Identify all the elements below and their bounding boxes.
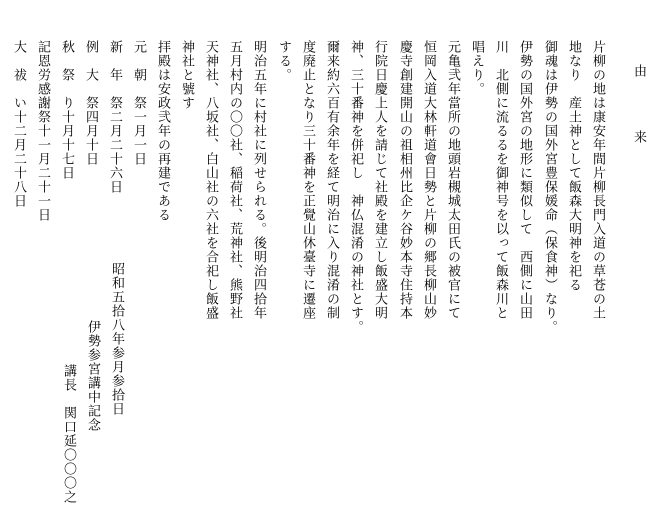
body-line: 片柳の地は康安年間片柳長門入道の草苍の土: [590, 40, 605, 320]
body-line: 御魂は伊勢の国外宮豊保媛命（保食神）なり。: [542, 40, 557, 334]
body-line: 恒岡入道大林軒道會日勢と片柳の郷長柳山妙: [421, 40, 436, 320]
body-line: 慶寺創建開山の祖相州比企ケ谷妙本寺住持本: [397, 40, 412, 320]
signature-date: 昭和五拾八年参月参拾日: [109, 262, 124, 416]
body-line: 元亀弐年當所の地頭岩槻城太田氏の被官にて: [445, 40, 460, 320]
body-line: 天神社、八坂社、白山社の六社を合祀し飯盛: [203, 40, 218, 320]
body-line: 地なり 産土神として飯森大明神を祀る: [566, 40, 581, 292]
festival-line: 記恩労感謝祭十一月二十一日: [35, 40, 50, 222]
signature-organization: 伊勢参宮講中記念: [85, 320, 100, 432]
body-line: 唱えり。: [469, 40, 484, 96]
body-line: 神、三十番神を併祀し 神仏混淆の神社とす。: [348, 40, 363, 334]
signature-representative: 講長 関口延〇〇〇之: [61, 364, 76, 504]
festival-line: 大 祓 い十二月二十八日: [11, 40, 26, 208]
body-line: する。: [276, 40, 291, 82]
body-line: 川 北側に流るるを御神号を以って飯森川と: [493, 40, 508, 320]
body-line: 行院日慶上人を請じて社殿を建立し飯盛大明: [372, 40, 387, 320]
festival-line: 例 大 祭四月十日: [83, 40, 98, 166]
body-line: 五月村内の〇〇社、稲荷社、荒神社、熊野社: [227, 40, 242, 320]
body-line: 爾来約六百有余年を経て明治に入り混淆の制: [324, 40, 339, 320]
body-line: 拝殿は安政弐年の再建である: [155, 40, 170, 222]
body-line: 伊勢の国外宮の地形に類似して 西側に山田: [517, 40, 532, 320]
body-line: 明治五年に村社に列せられる。後明治四拾年: [251, 40, 266, 320]
festival-line: 新 年 祭二月二十六日: [107, 40, 122, 194]
body-line: 神社と號す: [179, 40, 194, 110]
body-line: 度廃止となり三十番神を正覺山休臺寺に遷座: [300, 40, 315, 320]
festival-line: 秋 祭 り十月十七日: [59, 40, 74, 180]
festival-line: 元 朝 祭一月一日: [131, 40, 146, 166]
document-title: 由 来: [631, 64, 646, 163]
